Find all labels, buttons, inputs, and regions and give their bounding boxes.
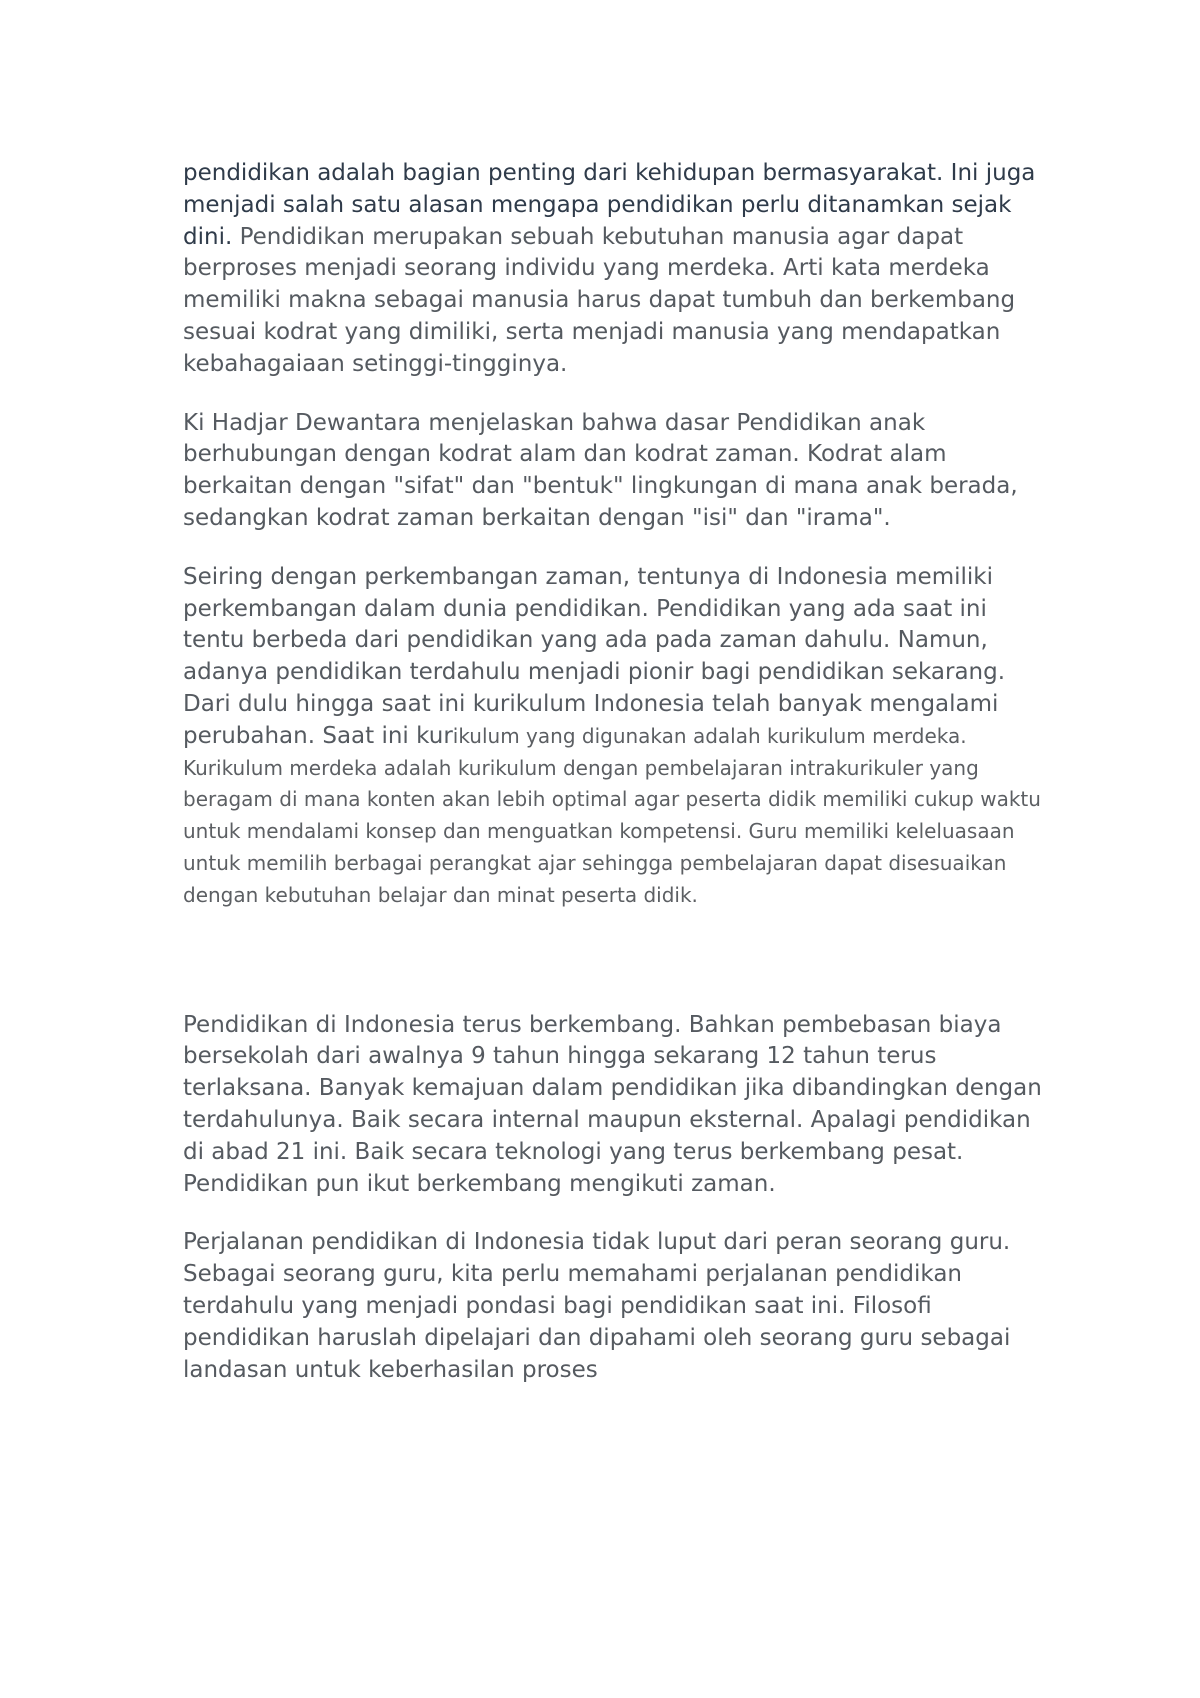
paragraph-3 <box>183 562 1043 912</box>
paragraph-1 <box>183 158 1043 381</box>
paragraph-4: Pendidikan di Indonesia terus berkembang. Bahkan pembebasan biaya bersekolah dari awalnya 9 tahun hingga sekarang 12 tahun terus terlaksana. Banyak kemajuan dalam pendidikan jika dibandingkan dengan terdahulunya. Baik secara internal maupun eksternal. Apalagi pendidikan di abad 21 ini. Baik secara teknologi yang terus berkembang pesat. Pendidikan pun ikut berkembang mengikuti zaman. <box>183 1011 1042 1197</box>
document-body <box>183 158 1043 1386</box>
paragraph-1-lead: pendidikan adalah bagian penting dari kehidupan bermasyarakat. Ini juga menjadi salah satu alasan mengapa pendidikan perlu ditanamkan sejak dini. <box>183 160 1036 250</box>
paragraph-3-main: Seiring dengan perkembangan zaman, tentunya di Indonesia memiliki perkembangan dalam dunia pendidikan. Pendidikan yang ada saat ini tentu berbeda dari pendidikan yang ada pada zaman dahulu. Namun, adanya pendidikan terdahulu menjadi pionir bagi pendidikan sekarang. Dari dulu hingga saat ini kurikulum Indonesia telah banyak mengalami perubahan. Saat ini kur <box>183 563 1006 749</box>
paragraph-5: Perjalanan pendidikan di Indonesia tidak luput dari peran seorang guru. Sebagai seorang guru, kita perlu memahami perjalanan pendidikan terdahulu yang menjadi pondasi bagi pendidikan saat ini. Filosofi pendidikan haruslah dipelajari dan dipahami oleh seorang guru sebagai landasan untuk keberhasilan proses <box>183 1229 1011 1383</box>
paragraph-2: Ki Hadjar Dewantara menjelaskan bahwa dasar Pendidikan anak berhubungan dengan kodrat alam dan kodrat zaman. Kodrat alam berkaitan dengan "sifat" dan "bentuk" lingkungan di mana anak berada, sedangkan kodrat zaman berkaitan dengan "isi" dan "irama". <box>183 409 1018 531</box>
paragraph-3-small: ikulum yang digunakan adalah kurikulum merdeka. Kurikulum merdeka adalah kurikulum dengan pembelajaran intrakurikuler yang beragam di mana konten akan lebih optimal agar peserta didik memiliki cukup waktu untuk mendalami konsep dan menguatkan kompetensi. Guru memiliki keleluasaan untuk memilih berbagai perangkat ajar sehingga pembelajaran dapat disesuaikan dengan kebutuhan belajar dan minat peserta didik. <box>183 723 1041 907</box>
paragraph-1-rest: Pendidikan merupakan sebuah kebutuhan manusia agar dapat berproses menjadi seorang individu yang merdeka. Arti kata merdeka memiliki makna sebagai manusia harus dapat tumbuh dan berkembang sesuai kodrat yang dimiliki, serta menjadi manusia yang mendapatkan kebahagaiaan setinggi-tingginya. <box>183 223 1016 377</box>
